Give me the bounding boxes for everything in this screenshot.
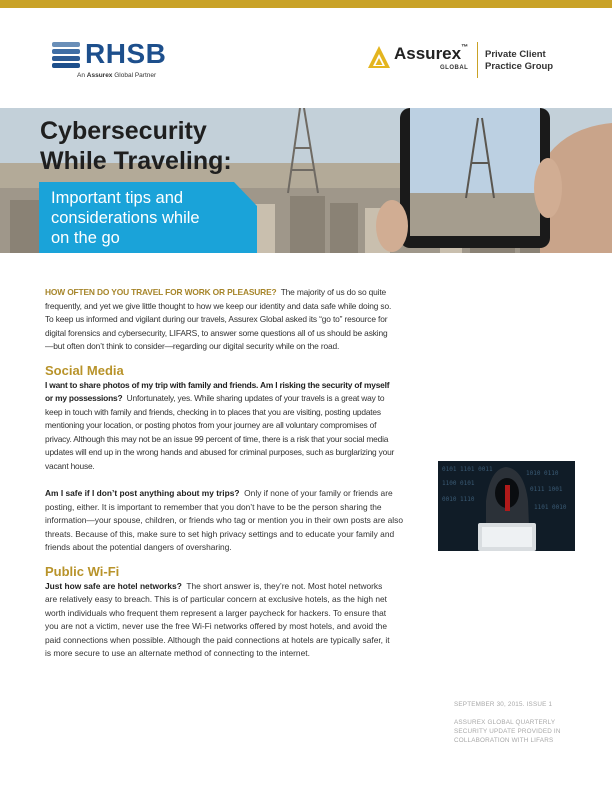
svg-text:0101 1101 0011: 0101 1101 0011 [442,466,493,473]
section-heading-public-wifi: Public Wi-Fi [45,563,120,579]
rhsb-tagline: An Assurex Global Partner [77,72,157,79]
hero-subtitle-callout [39,182,257,253]
intro-paragraph [45,286,395,354]
answer-text: The short answer is, they’re not. Most hotel networks are relatively easy to breach. This is of particular concern at exclusive hotels, as the high net worth individuals who frequent them represent a larger paycheck for hackers. To ensure that you are not a victim, never use the free Wi-Fi networks offered by most hotels, and avoid the paid connections when possible. Although the paid connections at hotels are typically safer, it is more secure to use an alternate method of connecting to the internet. [45,580,390,658]
qa-item [45,379,395,474]
answer-text: Only if none of your family or friends are posting, either. It is important to remember that you don’t have to be the person sharing the information—your spouse, children, or friends who tag or mention you in their own posts are also threats. Because of this, make sure to set high privacy settings and to educate your family and friends about the potential dangers of oversharing. [45,488,403,552]
question-text: Am I safe if I don’t post anything about my trips? [45,488,240,498]
rhsb-globe-icon [52,40,82,72]
issue-description: ASSUREX GLOBAL QUARTERLY SECURITY UPDATE PROVIDED IN COLLABORATION WITH LIFARS [454,719,561,744]
intro-lead: HOW OFTEN DO YOU TRAVEL FOR WORK OR PLEASURE? [45,287,277,297]
hero-subtitle: Important tips and considerations while on the go [51,189,200,247]
hero-banner [0,108,612,253]
svg-text:0010 1110: 0010 1110 [442,496,475,503]
article-body [45,286,403,661]
svg-text:1101 0010: 1101 0010 [534,504,567,511]
svg-text:0111 1001: 0111 1001 [530,486,563,493]
intro-text: The majority of us do so quite frequently, and yet we give little thought to how we keep our identity and data safe while doing so. To keep us informed and vigilant during our travels, Assurex Global asked its “go to” resource for digital forensics and cybersecurity, LIFARS, to answer some questions all of us should be asking—but often don’t think to consider—regarding our digital security while on the road. [45,287,392,351]
question-text: I want to share photos of my trip with family and friends. Am I risking the security of myself or my possessions? [45,379,390,403]
practice-group-label: Private Client Practice Group [485,49,554,72]
hero-title: Cybersecurity While Traveling: [40,117,232,175]
section-heading-social-media: Social Media [45,362,124,378]
assurex-triangle-icon [368,46,390,72]
hacker-photo [438,461,575,551]
assurex-wordmark: Assurex™ [394,44,469,63]
question-text: Just how safe are hotel networks? [45,580,182,591]
answer-text: Unfortunately, yes. While sharing updates of your travels is a great way to keep in touch with family and friends, checking in to places that you are visiting, posting updates mentioning your location, or posting photos from your journey are all voluntary compromises of privacy. Although this may not be an issue 99 percent of time, there is a risk that your social media updates will end up in the wrong hands and abused for criminal purposes, such as burglarizing your vacant house. [45,393,395,471]
top-accent-bar [0,0,612,8]
logo-divider [477,42,478,78]
hooded-hacker-laptop-icon [438,461,575,551]
rhsb-wordmark: RHSB [85,38,167,69]
qa-item [45,487,413,555]
issue-sidebar [454,700,584,745]
qa-item [45,580,395,661]
svg-text:1100 0101: 1100 0101 [442,480,475,487]
rhsb-logo [52,38,182,86]
issue-date: SEPTEMBER 30, 2015. ISSUE 1 [454,701,553,708]
assurex-logo [368,44,568,80]
svg-text:1010 0110: 1010 0110 [526,470,559,477]
assurex-global-label: GLOBAL [440,65,469,71]
